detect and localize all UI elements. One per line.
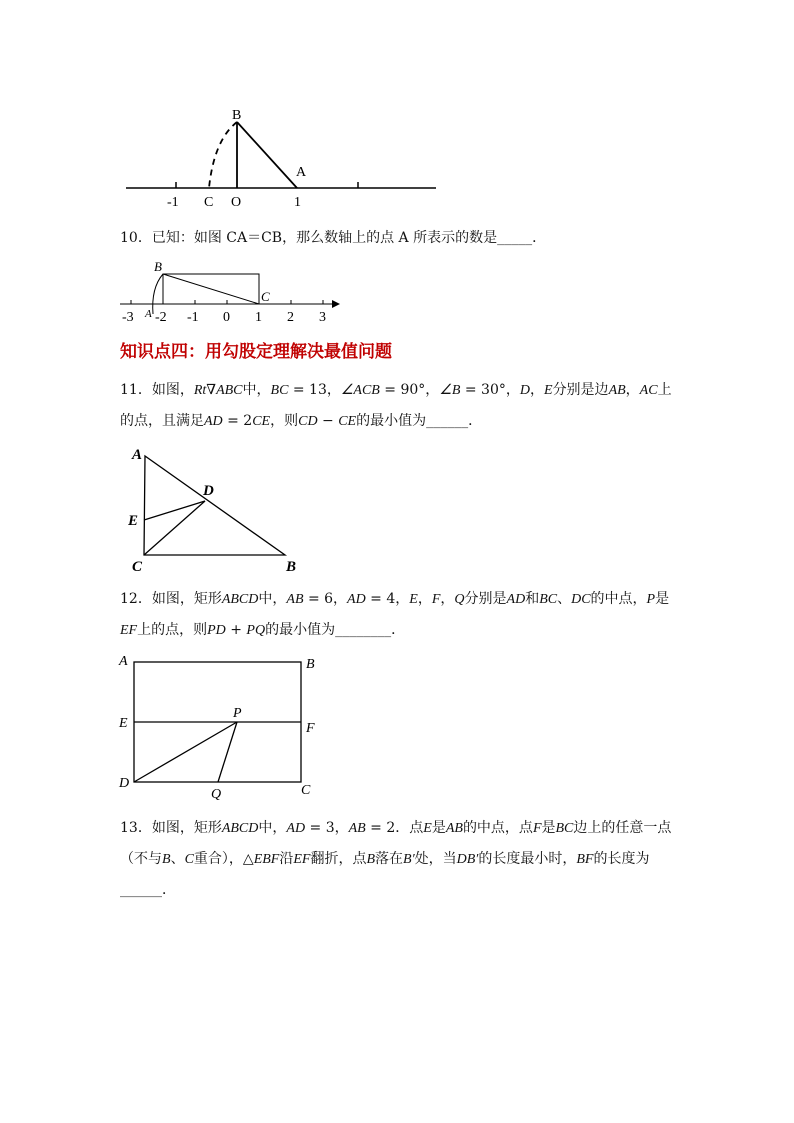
segment-BA: [237, 122, 297, 188]
label-C: C: [261, 289, 270, 304]
label-A: A: [132, 447, 143, 463]
q12-text: = 4，: [365, 591, 410, 607]
q13-math: E: [423, 821, 432, 836]
q10-text: 已知：如图 CA＝CB，那么数轴上的点 A 所表示的数是_____．: [151, 230, 547, 246]
q13-text: = 3，: [305, 820, 349, 836]
q11-math: AD: [204, 414, 223, 429]
q11-math: CE: [338, 414, 357, 429]
q13-text: 中，: [258, 820, 287, 836]
q12-math: PQ: [246, 623, 266, 638]
q13-math: AB: [445, 821, 463, 836]
q13-text: 翻折，点: [310, 851, 367, 867]
q12-math: Q: [454, 592, 465, 607]
q12-math: PD: [207, 623, 226, 638]
q12-math: AD: [506, 592, 526, 607]
q11-text: = 30°，: [460, 382, 520, 398]
label-D: D: [119, 776, 130, 791]
q11-text: = 2: [222, 413, 253, 429]
dashed-arc: [209, 122, 237, 188]
q12-math: F: [431, 592, 441, 607]
label-E: E: [128, 513, 139, 529]
q11-math: Rt: [193, 383, 207, 398]
q13-text: 重合），△: [193, 851, 254, 867]
tick-label: 0: [223, 310, 230, 325]
q11-text: 的最小值为______．: [356, 413, 483, 429]
tick-label: 2: [287, 310, 294, 325]
tick-label: -2: [155, 310, 167, 325]
q11-text: 上的点，且满足: [120, 382, 672, 429]
q13-text: 、: [170, 851, 185, 867]
q11-math: ABC: [216, 383, 243, 398]
q13-math: BC: [555, 821, 574, 836]
q13-math: BF: [576, 852, 594, 867]
q12-math: BC: [539, 592, 558, 607]
arrow-head: [332, 300, 340, 308]
q12-math: P: [646, 592, 656, 607]
q13-text: 的长度最小时，: [478, 851, 577, 867]
segment-ED: [144, 501, 205, 520]
q13-text: = 2．点: [365, 820, 424, 836]
q11-text: ，: [625, 382, 640, 398]
q12-text: 是: [655, 591, 670, 607]
q11-text: 如图，: [151, 382, 194, 398]
q13-text: 边上的任意一点（不与: [120, 820, 672, 867]
q11-triangle-symbol: ∇: [206, 382, 217, 398]
tick-label: 1: [255, 310, 262, 325]
q12-math: AD: [347, 592, 366, 607]
q13-math: ABCD: [221, 821, 259, 836]
q11-text: −: [317, 413, 339, 429]
q13-text: 是: [541, 820, 556, 836]
arc: [153, 274, 163, 314]
tick-label: -3: [122, 310, 134, 325]
segment-CD: [144, 501, 205, 555]
q12-math: DC: [571, 592, 591, 607]
label-P: P: [233, 706, 242, 721]
q13-math: B: [366, 852, 376, 867]
label-minus1: -1: [167, 195, 179, 210]
q13-math: AD: [286, 821, 306, 836]
q11-math: AB: [608, 383, 626, 398]
q12-text: 的最小值为________．: [265, 622, 406, 638]
section-heading: 知识点四：用勾股定理解决最值问题: [120, 342, 392, 362]
q12-rectangle-figure: [116, 648, 326, 802]
q11-text: = 90°，: [379, 382, 440, 398]
q12-text: 、: [557, 591, 572, 607]
q11-math: CE: [252, 414, 271, 429]
tick-label: 3: [319, 310, 326, 325]
label-C: C: [204, 195, 214, 210]
q11-math: E: [544, 383, 553, 398]
label-D: D: [203, 483, 214, 499]
q13-math: B: [162, 852, 171, 867]
label-A: A: [145, 308, 152, 320]
q12-math: EF: [120, 623, 138, 638]
q13-number: 13．: [120, 820, 152, 836]
q11-text: 分别是边: [552, 382, 609, 398]
q11-text: 中，: [242, 382, 271, 398]
label-F: F: [306, 721, 315, 736]
q11-math: ∠ACB: [340, 383, 380, 398]
q13-math: EF: [293, 852, 311, 867]
q12-number: 12．: [120, 591, 152, 607]
question-10: [120, 223, 680, 253]
triangle-ACB: [144, 456, 285, 555]
q12-math: AB: [286, 592, 304, 607]
q12-text: 分别是: [464, 591, 507, 607]
q13-text: 的中点，点: [462, 820, 533, 836]
q11-math: ∠B: [439, 383, 461, 398]
q13-text: 如图，矩形: [151, 820, 222, 836]
q11-number: 11．: [120, 382, 152, 398]
q12-text: 如图，矩形: [151, 591, 222, 607]
q13-text: 沿: [279, 851, 294, 867]
q12-text: 上的点，则: [137, 622, 208, 638]
q11-text: = 13，: [288, 382, 341, 398]
label-O: O: [231, 195, 242, 210]
q12-text: = 6，: [303, 591, 348, 607]
label-A: A: [296, 165, 307, 180]
q10-number-line-figure: [118, 258, 343, 328]
q12-text: 的中点，: [590, 591, 647, 607]
q13-text: 落在: [375, 851, 404, 867]
q13-math: DB′: [456, 852, 479, 867]
q13-text: 的长度为______．: [120, 851, 650, 898]
q12-text: ，: [440, 591, 455, 607]
q12-text: +: [225, 622, 247, 638]
q11-math: CD: [298, 414, 318, 429]
q13-math: AB: [348, 821, 366, 836]
question-11: [120, 375, 680, 437]
q13-math: C: [184, 852, 194, 867]
label-B: B: [232, 108, 242, 123]
q11-triangle-figure: [128, 444, 308, 576]
q9-number-line-figure: [118, 100, 448, 212]
tick-label: -1: [187, 310, 199, 325]
label-A: A: [119, 654, 128, 669]
label-B: B: [286, 559, 297, 575]
q13-text: 处，当: [414, 851, 457, 867]
label-B: B: [154, 259, 162, 274]
segment-DP: [134, 722, 237, 782]
label-E: E: [119, 716, 128, 731]
q13-text: 是: [431, 820, 446, 836]
q10-number: 10．: [120, 230, 152, 246]
label-C: C: [132, 559, 143, 575]
q11-text: ，则: [270, 413, 299, 429]
q12-math: ABCD: [221, 592, 259, 607]
label-B: B: [306, 657, 315, 672]
q11-math: BC: [270, 383, 289, 398]
q12-text: ，: [417, 591, 432, 607]
q12-math: E: [409, 592, 418, 607]
q11-math: D: [519, 383, 530, 398]
segment-BC: [163, 274, 259, 304]
q13-math: F: [532, 821, 542, 836]
label-Q: Q: [211, 787, 222, 802]
label-1: 1: [294, 195, 301, 210]
question-13: [120, 813, 680, 905]
q13-math: B′: [403, 852, 415, 867]
q12-text: 和: [525, 591, 540, 607]
q12-text: 中，: [258, 591, 287, 607]
label-C: C: [301, 783, 311, 798]
q11-math: AC: [639, 383, 658, 398]
q11-text: ，: [530, 382, 544, 398]
question-12: [120, 584, 680, 646]
q13-math: EBF: [253, 852, 280, 867]
